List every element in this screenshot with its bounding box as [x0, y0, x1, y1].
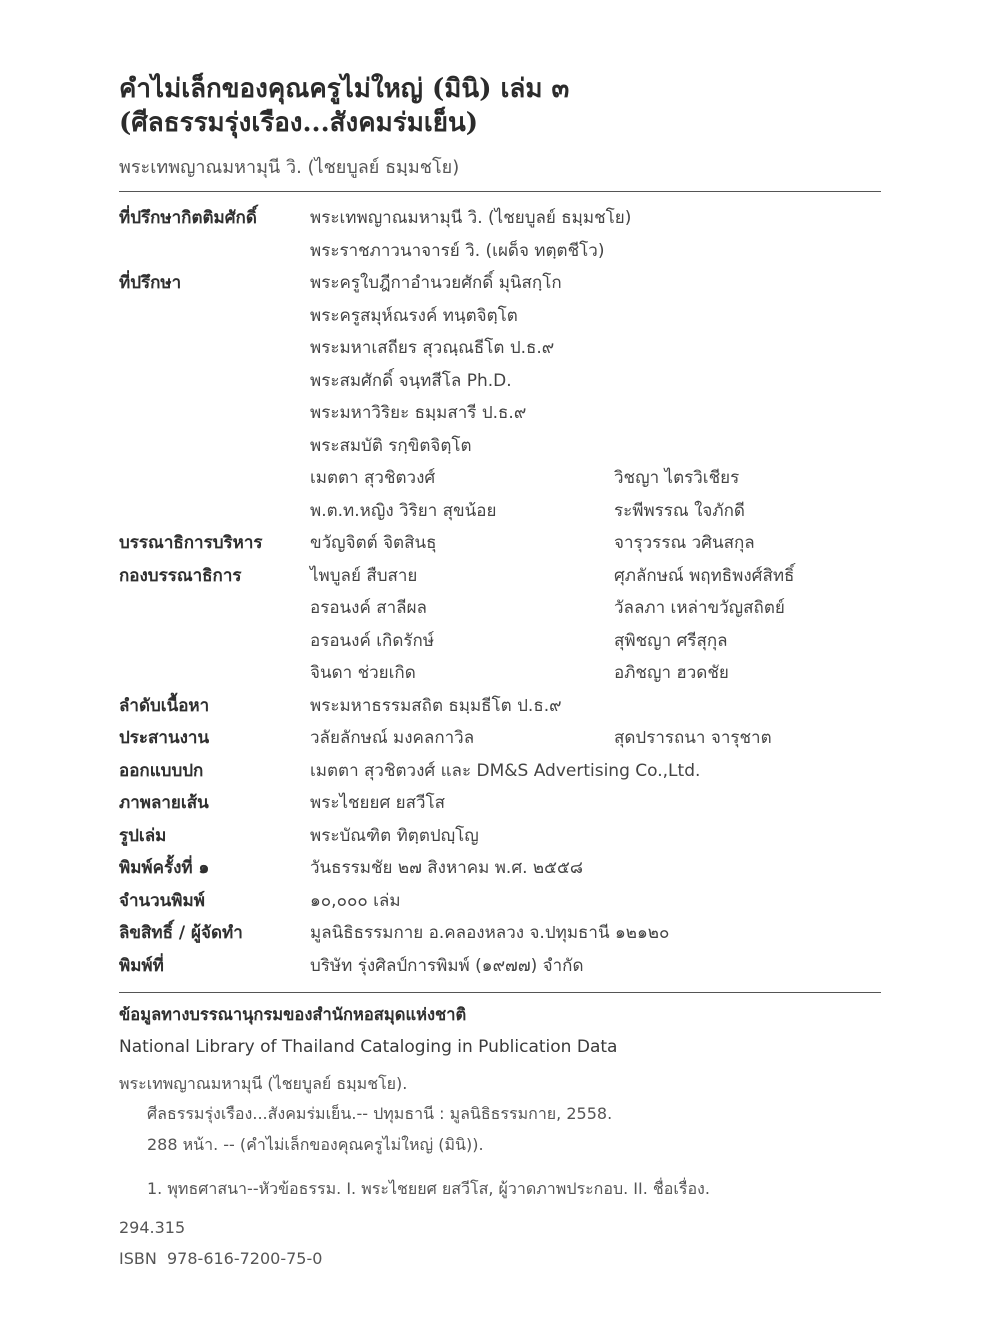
credit-row	[119, 756, 881, 789]
credit-role-label: พิมพ์ครั้งที่ ๑	[119, 858, 210, 878]
credit-row	[119, 398, 881, 431]
credit-name: พระราชภาวนาจารย์ วิ. (เผด็จ ทตฺตชีโว)	[310, 240, 605, 261]
credit-name: พระสมบัติ รกฺขิตจิตฺโต	[310, 435, 472, 456]
cip-pages-entry: 288 หน้า. -- (คำไม่เล็กของคุณครูไม่ใหญ่ (มินิ)).	[147, 1135, 484, 1154]
credit-row	[119, 886, 881, 919]
credit-role-label: ประสานงาน	[119, 728, 210, 748]
credit-row	[119, 853, 881, 886]
credit-row	[119, 561, 881, 594]
top-divider	[119, 191, 881, 192]
credit-role-label: กองบรรณาธิการ	[119, 565, 242, 586]
credit-row	[119, 691, 881, 724]
credit-name-secondary: อภิชญา ฮวดชัย	[614, 663, 729, 683]
credit-row	[119, 626, 881, 659]
credit-row	[119, 366, 881, 399]
credit-name-secondary: วิชญา ไตรวิเชียร	[614, 468, 740, 488]
credit-name: พระครูใบฎีกาอำนวยศักดิ์ มุนิสกฺโก	[310, 273, 562, 293]
book-author: พระเทพญาณมหามุนี วิ. (ไชยบูลย์ ธมฺมชโย)	[119, 157, 460, 178]
cip-subject-entry: 1. พุทธศาสนา--หัวข้อธรรม. I. พระไชยยศ ยสวีโส, ผู้วาดภาพประกอบ. II. ชื่อเรื่อง.	[147, 1179, 710, 1198]
book-title-line-1: คำไม่เล็กของคุณครูไม่ใหญ่ (มินิ) เล่ม ๓	[119, 74, 570, 104]
credit-name: จินดา ช่วยเกิด	[310, 663, 416, 683]
credit-name: มูลนิธิธรรมกาย อ.คลองหลวง จ.ปทุมธานี ๑๒๑๒๐	[310, 923, 670, 943]
cip-isbn	[119, 1249, 322, 1268]
credit-name: พระครูสมุห์ณรงค์ ทนฺตจิตฺโต	[310, 305, 518, 326]
credit-role-label: พิมพ์ที่	[119, 955, 164, 976]
credit-name: ขวัญจิตต์ จิตสินธุ	[310, 533, 437, 553]
credit-role-label: ที่ปรึกษากิตติมศักดิ์	[119, 208, 257, 228]
credit-name-secondary: ศุภลักษณ์ พฤทธิพงศ์สิทธิ์	[614, 565, 795, 586]
credit-role-label: ที่ปรึกษา	[119, 273, 182, 293]
book-title-line-2: (ศีลธรรมรุ่งเรือง...สังคมร่มเย็น)	[119, 108, 479, 138]
credit-row	[119, 918, 881, 951]
credit-name: พระมหาเสถียร สุวณฺณธีโต ป.ธ.๙	[310, 338, 555, 358]
credit-name: บริษัท รุ่งศิลป์การพิมพ์ (๑๙๗๗) จำกัด	[310, 955, 584, 976]
cip-heading-thai: ข้อมูลทางบรรณานุกรมของสำนักหอสมุดแห่งชาติ	[119, 1005, 467, 1024]
cip-heading-english: National Library of Thailand Cataloging in Publication Data	[119, 1037, 618, 1057]
cip-author-entry: พระเทพญาณมหามุนี (ไชยบูลย์ ธมฺมชโย).	[119, 1074, 408, 1093]
credit-name: พระไชยยศ ยสวีโส	[310, 793, 446, 813]
credit-name: พระสมศักดิ์ จนฺทสีโล Ph.D.	[310, 370, 512, 391]
credit-row	[119, 463, 881, 496]
credit-role-label: ภาพลายเส้น	[119, 793, 209, 813]
cip-classification: 294.315	[119, 1218, 186, 1237]
credit-row	[119, 821, 881, 854]
credit-name: ไพบูลย์ สืบสาย	[310, 565, 418, 586]
credit-name: อรอนงค์ เกิดรักษ์	[310, 630, 435, 651]
credit-row	[119, 951, 881, 984]
credit-row	[119, 788, 881, 821]
credit-row	[119, 268, 881, 301]
credit-row	[119, 723, 881, 756]
credit-role-label: รูปเล่ม	[119, 825, 167, 846]
credit-row	[119, 528, 881, 561]
credit-row	[119, 593, 881, 626]
credit-row	[119, 658, 881, 691]
credit-row	[119, 301, 881, 334]
cip-divider	[119, 992, 881, 993]
credits-list	[119, 203, 881, 983]
credit-row	[119, 333, 881, 366]
credit-name-secondary: วัลลภา เหล่าขวัญสถิตย์	[614, 598, 785, 618]
credit-name-secondary: สุดปรารถนา จารุชาต	[614, 728, 772, 748]
credit-role-label: ลิขสิทธิ์ / ผู้จัดทำ	[119, 923, 243, 943]
credit-row	[119, 431, 881, 464]
credit-name: วลัยลักษณ์ มงคลกาวิล	[310, 728, 475, 748]
credit-name: พระมหาวิริยะ ธมฺมสารี ป.ธ.๙	[310, 403, 527, 423]
credit-role-label: จำนวนพิมพ์	[119, 890, 205, 911]
credit-role-label: ออกแบบปก	[119, 760, 204, 781]
credit-name: อรอนงค์ สาลีผล	[310, 598, 427, 618]
credit-name: ๑๐,๐๐๐ เล่ม	[310, 890, 401, 911]
credit-role-label: ลำดับเนื้อหา	[119, 695, 210, 716]
credit-name: พ.ต.ท.หญิง วิริยา สุขน้อย	[310, 500, 497, 521]
credit-name-secondary: จารุวรรณ วศินสกุล	[614, 533, 755, 553]
book-title	[119, 72, 881, 140]
credit-name-secondary: ระพีพรรณ ใจภักดี	[614, 500, 745, 521]
credit-row	[119, 496, 881, 529]
credit-name: เมตตา สุวชิตวงศ์ และ DM&S Advertising Co.,Ltd.	[310, 760, 701, 781]
isbn-label: ISBN	[119, 1249, 157, 1268]
credit-name-secondary: สุพิชญา ศรีสุกุล	[614, 630, 728, 651]
credit-name: พระบัณฑิต ทิตฺตปญฺโญ	[310, 825, 479, 846]
credit-role-label: บรรณาธิการบริหาร	[119, 533, 263, 553]
cip-title-entry: ศีลธรรมรุ่งเรือง...สังคมร่มเย็น.-- ปทุมธานี : มูลนิธิธรรมกาย, 2558.	[147, 1104, 613, 1123]
credit-name: เมตตา สุวชิตวงศ์	[310, 468, 436, 488]
credit-name: พระเทพญาณมหามุนี วิ. (ไชยบูลย์ ธมฺมชโย)	[310, 208, 632, 228]
credit-name: พระมหาธรรมสถิต ธมฺมธีโต ป.ธ.๙	[310, 695, 562, 716]
credit-row	[119, 236, 881, 269]
credit-name: วันธรรมชัย ๒๗ สิงหาคม พ.ศ. ๒๕๕๘	[310, 858, 583, 878]
credit-row	[119, 203, 881, 236]
isbn-number: 978-616-7200-75-0	[167, 1249, 323, 1268]
